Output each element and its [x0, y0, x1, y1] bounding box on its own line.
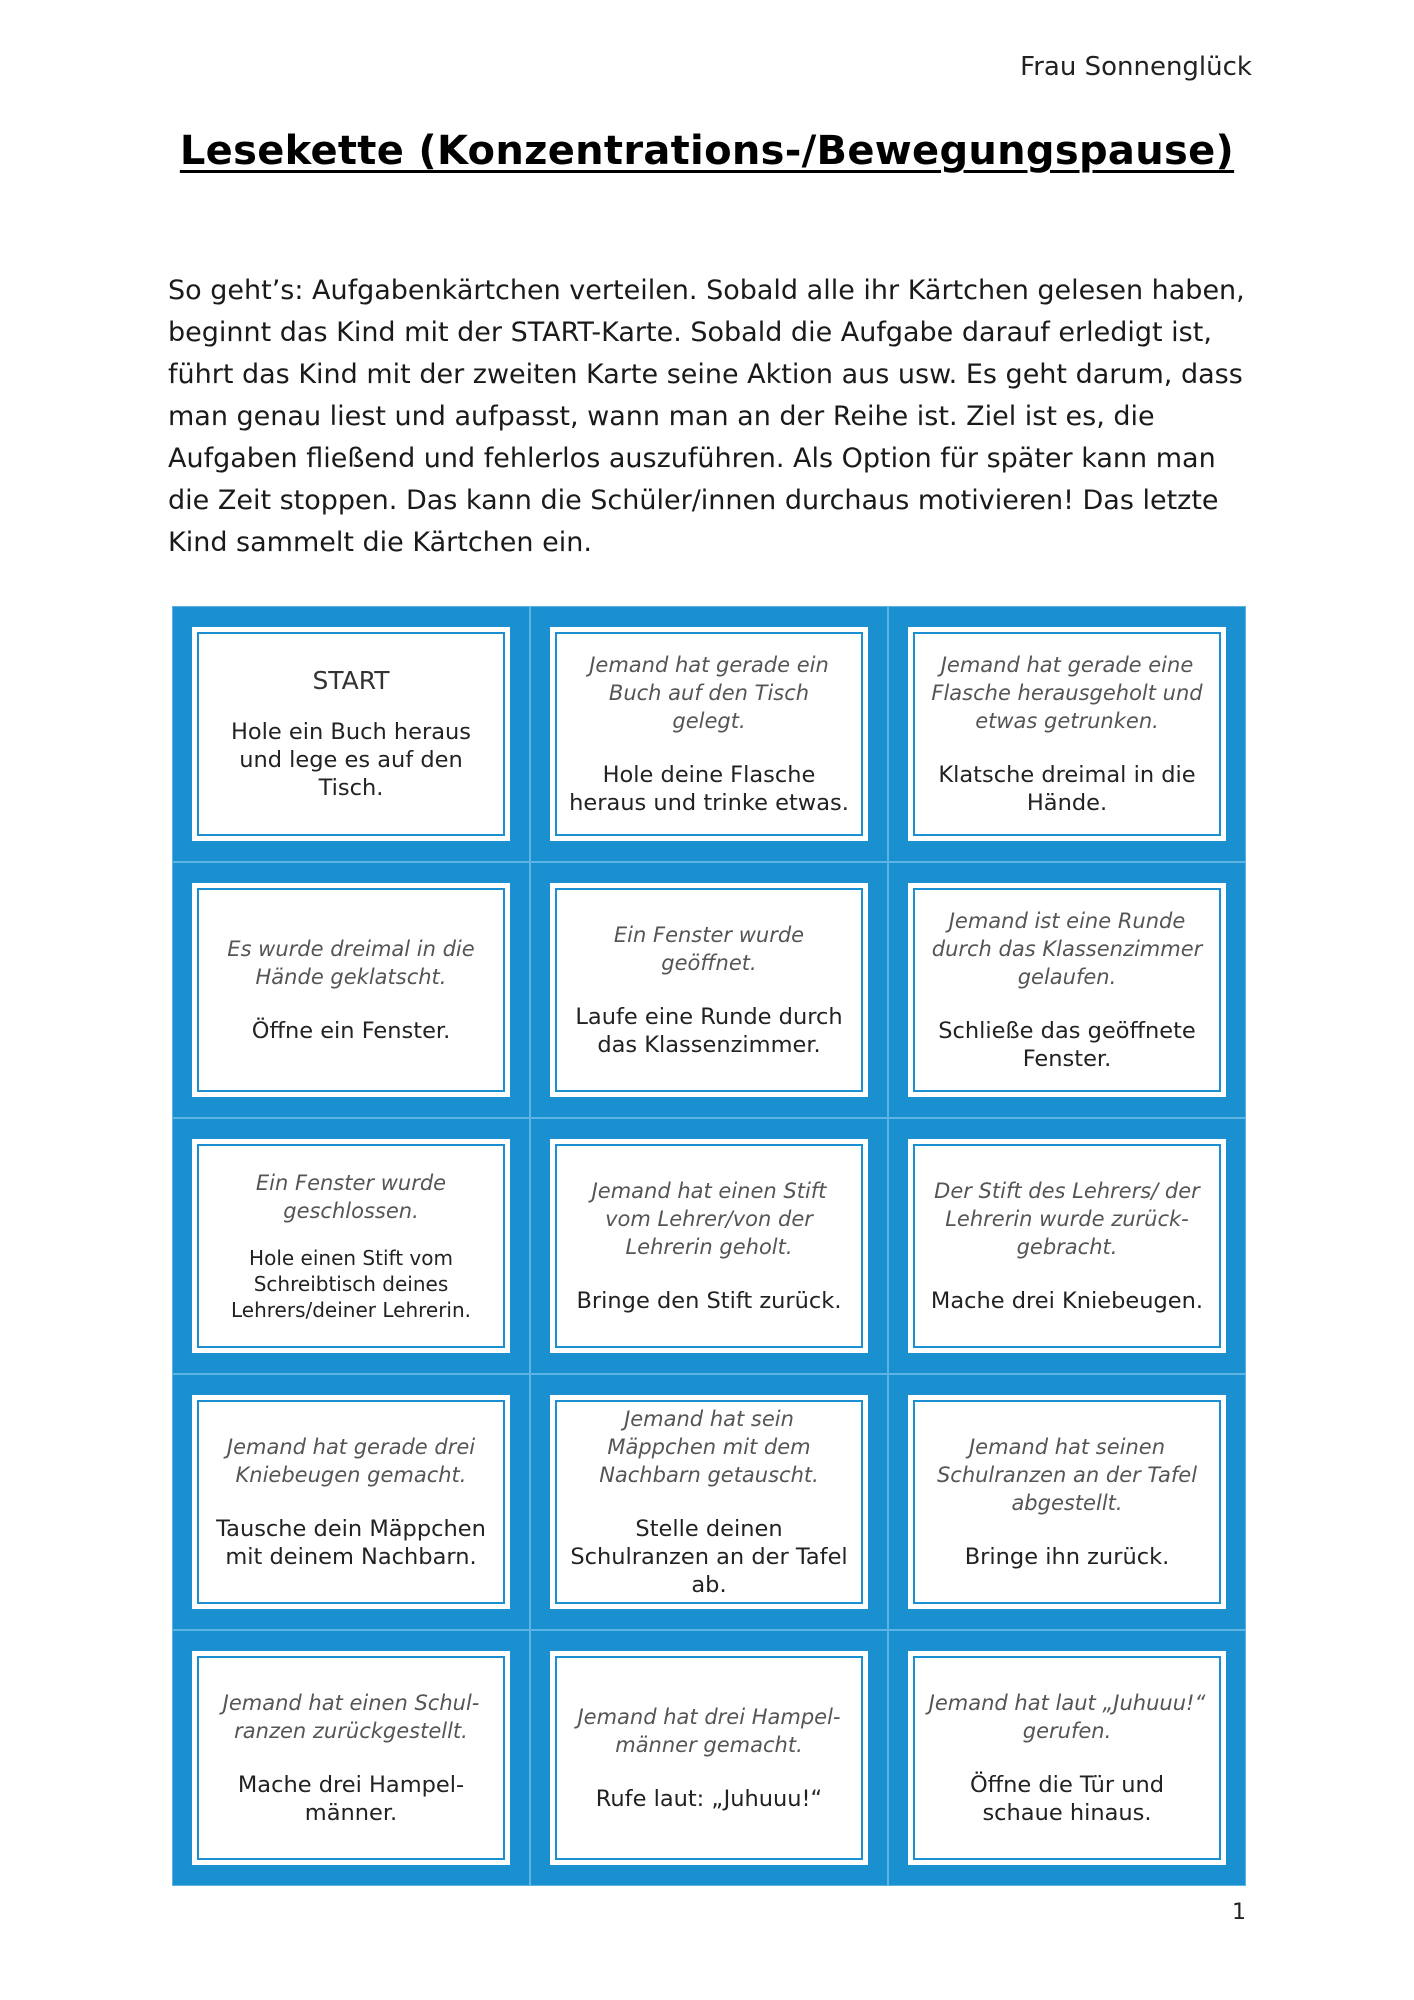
page-title: Lesekette (Konzentrations-/Bewegungspause) [179, 128, 1235, 174]
task-card [908, 883, 1226, 1097]
card-cell [530, 1630, 888, 1886]
task-card [908, 1395, 1226, 1609]
card-cell [888, 606, 1246, 862]
card-action: Mache drei Kniebeugen. [930, 1288, 1204, 1314]
author-name: Frau Sonnenglück [1020, 52, 1252, 82]
task-card [192, 883, 510, 1097]
card-cell [172, 1374, 530, 1630]
card-cue: Jemand hat sein Mäppchen mit dem Nachbarn getauscht. [599, 1407, 819, 1487]
card-cell [888, 862, 1246, 1118]
task-card [908, 1139, 1226, 1353]
card-cue: Jemand hat gerade drei Kniebeugen gemacht. [226, 1435, 476, 1487]
task-card [550, 1395, 868, 1609]
task-card [908, 627, 1226, 841]
card-cue: Es wurde dreimal in die Hände geklatscht. [227, 937, 475, 989]
card-action: Schließe das geöffnete Fenster. [938, 1018, 1196, 1072]
card-cell [530, 862, 888, 1118]
card-cue: Jemand hat seinen Schulranzen an der Tafel abgestellt. [936, 1435, 1198, 1515]
card-grid [172, 606, 1246, 1886]
card-cell [172, 1118, 530, 1374]
card-action: Rufe laut: „Juhuuu!“ [595, 1786, 823, 1812]
card-cue: Jemand hat gerade eine Flasche herausgeholt und etwas getrunken. [931, 653, 1203, 733]
card-cell [888, 1374, 1246, 1630]
card-action: Bringe den Stift zurück. [576, 1288, 842, 1314]
card-cue: Jemand hat drei Hampel-männer gemacht. [577, 1705, 841, 1757]
task-card [550, 1651, 868, 1865]
card-cell [888, 1630, 1246, 1886]
card-cell [530, 1374, 888, 1630]
card-cue: Ein Fenster wurde geöffnet. [613, 923, 805, 975]
start-label: START [312, 666, 390, 695]
page-number: 1 [1232, 1900, 1246, 1925]
task-card [550, 883, 868, 1097]
card-cue: Jemand hat laut „Juhuuu!“ gerufen. [928, 1691, 1206, 1743]
card-action: Stelle deinen Schulranzen an der Tafel ab. [570, 1516, 848, 1598]
task-card [550, 627, 868, 841]
task-card [550, 1139, 868, 1353]
instructions-paragraph: So geht’s: Aufgabenkärtchen verteilen. Sobald alle ihr Kärtchen gelesen haben, beginnt das Kind mit der START-Karte. Sobald die Aufgabe darauf erledigt ist, führt das Kind mit der zweiten Karte seine Aktion aus usw. Es geht darum, dass man genau liest und aufpasst, wann man an der Reihe ist. Ziel ist es, die Aufgaben fließend und fehlerlos auszuführen. Als Option für später kann man die Zeit stoppen. Das kann die Schüler/innen durchaus motivieren! Das letzte Kind sammelt die Kärtchen ein. [168, 275, 1245, 558]
card-action: Mache drei Hampel-männer. [237, 1772, 465, 1826]
card-cell [530, 606, 888, 862]
task-card [192, 1139, 510, 1353]
card-action: Tausche dein Mäppchen mit deinem Nachbarn. [216, 1516, 486, 1570]
card-action: Hole einen Stift vom Schreibtisch deines Lehrers/deiner Lehrerin. [230, 1246, 472, 1322]
task-card [192, 1651, 510, 1865]
card-action: Bringe ihn zurück. [964, 1544, 1170, 1570]
card-cue: Jemand hat einen Schul-ranzen zurückgestellt. [222, 1691, 480, 1743]
card-cell [172, 862, 530, 1118]
card-action: Laufe eine Runde durch das Klassenzimmer. [575, 1004, 843, 1058]
card-action: Öffne die Tür und schaue hinaus. [969, 1772, 1165, 1826]
card-cue: Ein Fenster wurde geschlossen. [255, 1171, 447, 1223]
card-cue: Jemand hat gerade ein Buch auf den Tisch gelegt. [589, 653, 829, 733]
card-cue: Der Stift des Lehrers/ der Lehrerin wurde zurück-gebracht. [934, 1179, 1200, 1259]
card-action: Öffne ein Fenster. [251, 1018, 451, 1044]
card-cell [888, 1118, 1246, 1374]
card-action: Hole ein Buch heraus und lege es auf den Tisch. [230, 719, 472, 801]
task-card [192, 1395, 510, 1609]
card-action: Hole deine Flasche heraus und trinke etwas. [569, 762, 849, 816]
card-cue: Jemand ist eine Runde durch das Klassenzimmer gelaufen. [931, 909, 1203, 989]
task-card-last [908, 1651, 1226, 1865]
card-cue: Jemand hat einen Stift vom Lehrer/von der Lehrerin geholt. [591, 1179, 827, 1259]
card-action: Klatsche dreimal in die Hände. [938, 762, 1196, 816]
card-cell [172, 1630, 530, 1886]
task-card-start [192, 627, 510, 841]
card-cell [172, 606, 530, 862]
card-cell [530, 1118, 888, 1374]
